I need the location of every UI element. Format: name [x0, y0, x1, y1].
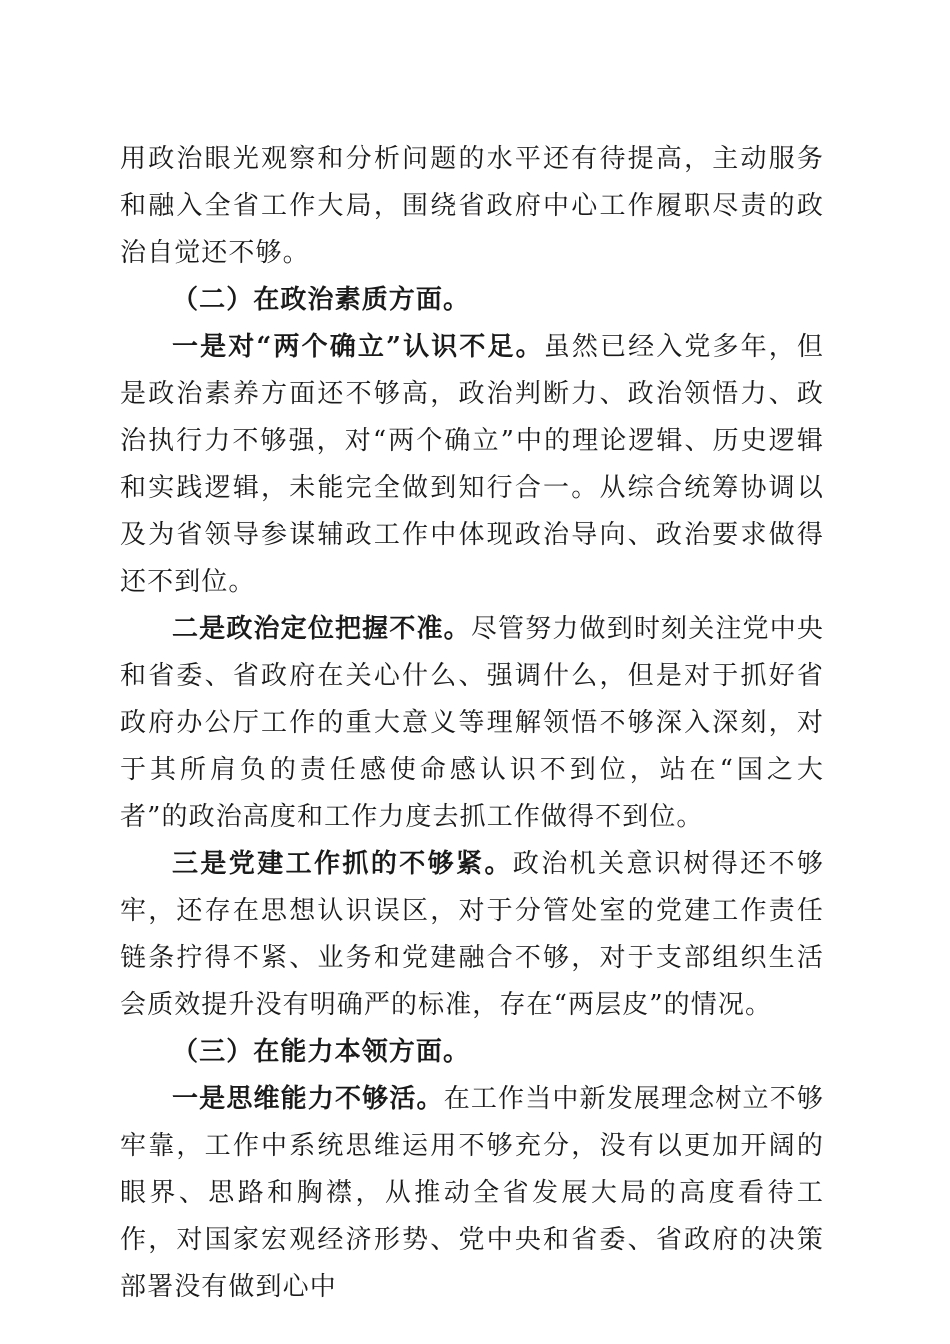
- paragraph-thinking-ability: [120, 1076, 824, 1311]
- document-body: [120, 136, 824, 1311]
- paragraph-lead: 三是党建工作抓的不够紧。: [172, 849, 513, 879]
- paragraph-lead: 二是政治定位把握不准。: [172, 614, 471, 644]
- paragraph-two-establishments: [120, 324, 824, 606]
- paragraph-lead: 一是思维能力不够活。: [172, 1084, 444, 1114]
- paragraph-text: 用政治眼光观察和分析问题的水平还有待提高，主动服务和融入全省工作大局，围绕省政府中心工作履职尽责的政治自觉还不够。: [120, 144, 824, 268]
- paragraph-text: 在工作当中新发展理念树立不够牢靠，工作中系统思维运用不够充分，没有以更加开阔的眼界、思路和胸襟，从推动全省发展大局的高度看待工作，对国家宏观经济形势、党中央和省委、省政府的决策部署没有做到心中: [120, 1084, 824, 1302]
- paragraph-party-building: [120, 841, 824, 1029]
- paragraph-lead: 一是对“两个确立”认识不足。: [172, 332, 544, 362]
- section-heading-ability: （三）在能力本领方面。: [172, 1037, 471, 1067]
- paragraph-political-positioning: [120, 606, 824, 841]
- paragraph-continuation: [120, 136, 824, 277]
- paragraph-text: 尽管努力做到时刻关注党中央和省委、省政府在关心什么、强调什么，但是对于抓好省政府办公厅工作的重大意义等理解领悟不够深入深刻，对于其所肩负的责任感使命感认识不到位，站在“国之大者”的政治高度和工作力度去抓工作做得不到位。: [120, 614, 824, 832]
- paragraph-text: 虽然已经入党多年，但是政治素养方面还不够高，政治判断力、政治领悟力、政治执行力不够强，对“两个确立”中的理论逻辑、历史逻辑和实践逻辑，未能完全做到知行合一。从综合统筹协调以及为省领导参谋辅政工作中体现政治导向、政治要求做得还不到位。: [120, 332, 824, 597]
- section-heading-political-quality: （二）在政治素质方面。: [172, 285, 471, 315]
- paragraph-text: 政治机关意识树得还不够牢，还存在思想认识误区，对于分管处室的党建工作责任链条拧得不紧、业务和党建融合不够，对于支部组织生活会质效提升没有明确严的标准，存在“两层皮”的情况。: [120, 849, 824, 1020]
